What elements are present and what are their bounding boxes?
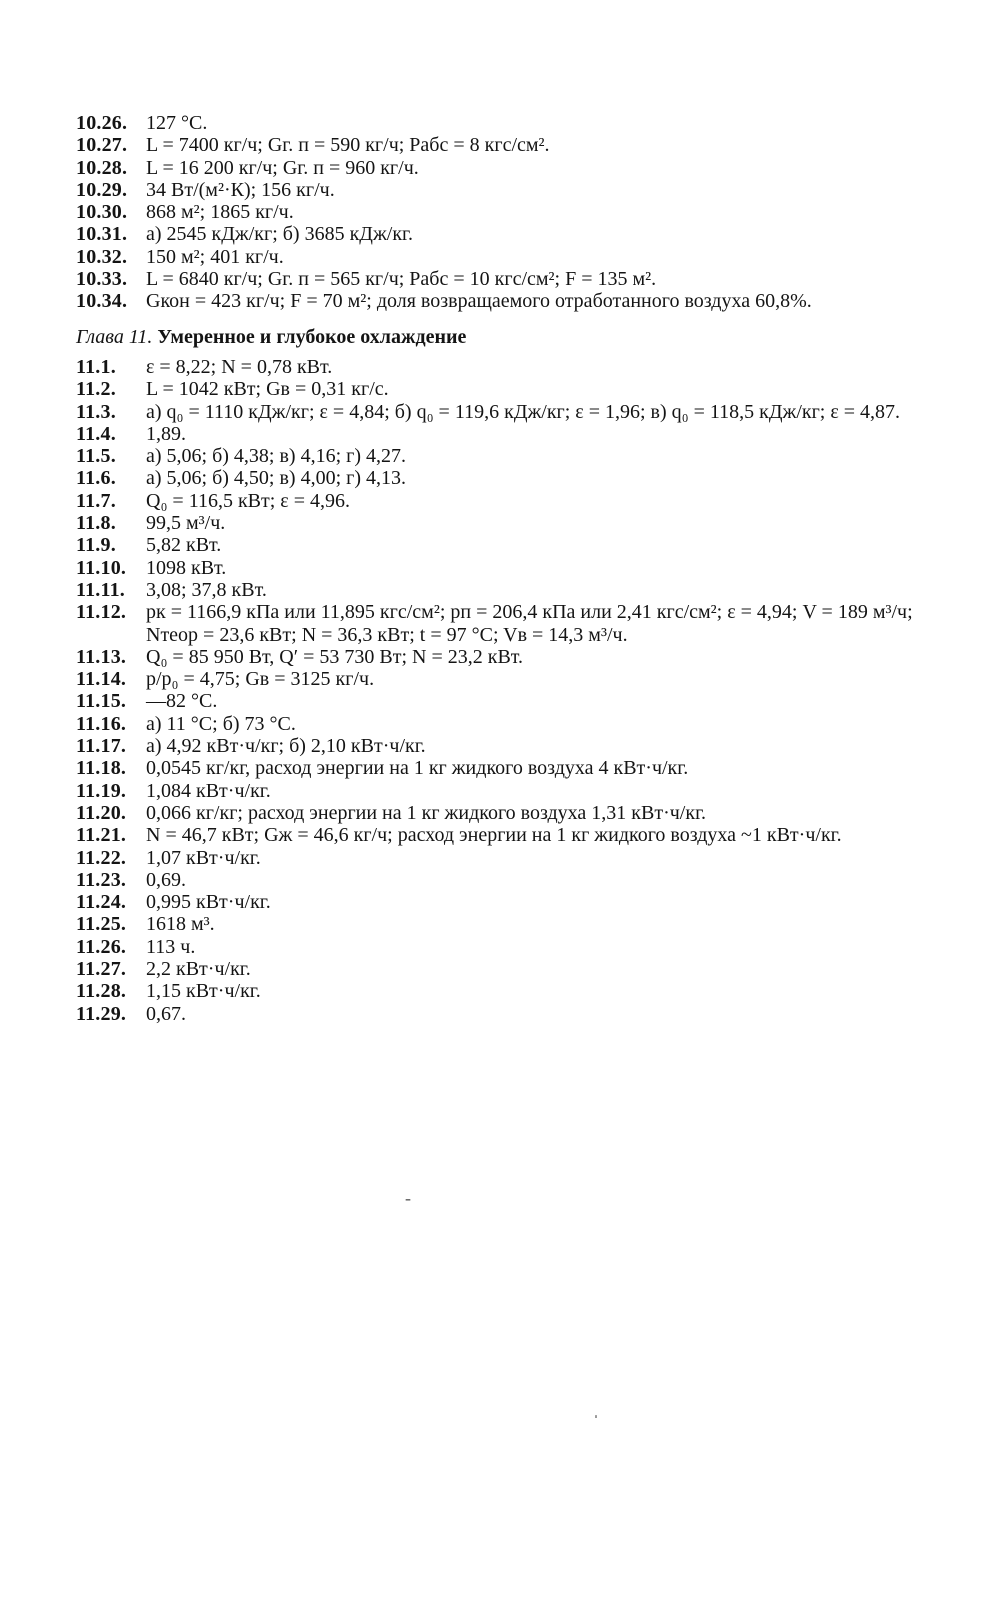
answer-entry — [76, 401, 936, 423]
answer-entry — [76, 780, 936, 802]
answer-number: 11.6. — [76, 467, 116, 490]
answer-text: 99,5 м³/ч. — [146, 512, 226, 535]
answer-entry — [76, 913, 936, 935]
answer-number: 11.16. — [76, 712, 127, 735]
chapter-title: Умеренное и глубокое охлаждение — [157, 325, 467, 348]
answer-text: а) 11 °C; б) 73 °C. — [146, 712, 296, 735]
answer-number: 11.2. — [76, 378, 116, 401]
chapter-heading — [76, 326, 936, 348]
answer-number: 11.18. — [76, 757, 127, 780]
answer-number: 11.14. — [76, 668, 127, 691]
answer-entry — [76, 802, 936, 824]
answer-number: 11.10. — [76, 556, 127, 579]
answer-text: 1098 кВт. — [146, 556, 227, 579]
answer-text: а) 2545 кДж/кг; б) 3685 кДж/кг. — [146, 223, 413, 246]
answer-number: 10.32. — [76, 245, 128, 268]
answer-entry — [76, 179, 936, 201]
answer-text: а) 4,92 кВт·ч/кг; б) 2,10 кВт·ч/кг. — [146, 735, 426, 758]
answer-entry — [76, 824, 936, 846]
answer-number: 11.7. — [76, 489, 116, 512]
answer-number: 10.30. — [76, 201, 128, 224]
answer-entry — [76, 891, 936, 913]
answer-entry — [76, 690, 936, 712]
answer-number: 10.33. — [76, 268, 128, 291]
answer-text: Gкон = 423 кг/ч; F = 70 м²; доля возвращаемого отработанного воздуха 60,8%. — [146, 290, 812, 313]
answer-number: 11.27. — [76, 957, 127, 980]
answer-entry — [76, 423, 936, 445]
answer-entry — [76, 467, 936, 489]
answer-text: 0,0545 кг/кг, расход энергии на 1 кг жидкого воздуха 4 кВт·ч/кг. — [146, 757, 689, 780]
answer-entry — [76, 268, 936, 290]
answer-number: 11.5. — [76, 445, 116, 468]
answer-number: 11.15. — [76, 690, 127, 713]
answer-number: 11.13. — [76, 645, 127, 668]
answer-text: а) 5,06; б) 4,50; в) 4,00; г) 4,13. — [146, 467, 407, 490]
answer-text: а) 5,06; б) 4,38; в) 4,16; г) 4,27. — [146, 445, 407, 468]
answer-number: 10.31. — [76, 223, 128, 246]
answer-number: 11.17. — [76, 735, 127, 758]
answer-text: L = 1042 кВт; Gв = 0,31 кг/с. — [146, 378, 389, 401]
answer-number: 11.1. — [76, 355, 116, 378]
answer-number: 10.27. — [76, 134, 128, 157]
answer-entry — [76, 378, 936, 400]
answer-number: 11.11. — [76, 578, 125, 601]
answer-number: 11.9. — [76, 534, 116, 557]
answer-entry — [76, 201, 936, 223]
answer-entry — [76, 157, 936, 179]
answer-number: 10.29. — [76, 178, 128, 201]
stray-print-mark: ˌ — [593, 1398, 599, 1418]
answer-text: 1,07 кВт·ч/кг. — [146, 846, 261, 869]
answer-text: L = 7400 кг/ч; Gг. п = 590 кг/ч; Pабс = 8 кгс/см². — [146, 134, 550, 157]
answer-entry — [76, 958, 936, 980]
answer-entry — [76, 356, 936, 378]
answer-entry — [76, 223, 936, 245]
answer-number: 11.22. — [76, 846, 127, 869]
answer-number: 10.34. — [76, 290, 128, 313]
answer-text: 0,995 кВт·ч/кг. — [146, 891, 271, 914]
answer-entry — [76, 936, 936, 958]
answer-entry — [76, 668, 936, 690]
answer-entry — [76, 1003, 936, 1025]
answer-text: 0,066 кг/кг; расход энергии на 1 кг жидкого воздуха 1,31 кВт·ч/кг. — [146, 801, 707, 824]
answer-text: 3,08; 37,8 кВт. — [146, 578, 267, 601]
answer-entry — [76, 735, 936, 757]
answer-number: 10.28. — [76, 156, 128, 179]
answer-number: 11.28. — [76, 980, 127, 1003]
answer-entry — [76, 290, 936, 312]
answers-page — [76, 112, 936, 1025]
answer-entry — [76, 112, 936, 134]
answer-entry — [76, 847, 936, 869]
answer-text: 150 м²; 401 кг/ч. — [146, 245, 284, 268]
answer-number: 11.21. — [76, 824, 127, 847]
answer-number: 11.29. — [76, 1002, 127, 1025]
answer-text: N = 46,7 кВт; Gж = 46,6 кг/ч; расход энергии на 1 кг жидкого воздуха ~1 кВт·ч/кг. — [146, 824, 842, 847]
answer-entry — [76, 246, 936, 268]
answer-entry — [76, 713, 936, 735]
chapter-label: Глава 11. — [76, 325, 153, 348]
answer-entry — [76, 757, 936, 779]
answer-text: 1,084 кВт·ч/кг. — [146, 779, 271, 802]
stray-dash-mark: - — [405, 1188, 411, 1208]
answer-text: Q₀ = 85 950 Вт, Q′ = 53 730 Вт; N = 23,2 кВт. — [146, 645, 524, 668]
answer-number: 11.23. — [76, 868, 127, 891]
answer-entry — [76, 601, 936, 646]
answer-entry — [76, 579, 936, 601]
answer-number: 11.26. — [76, 935, 127, 958]
answer-number: 11.20. — [76, 801, 127, 824]
answer-number: 11.19. — [76, 779, 127, 802]
answer-entry — [76, 445, 936, 467]
answer-entry — [76, 134, 936, 156]
answer-text: p/p₀ = 4,75; Gв = 3125 кг/ч. — [146, 668, 375, 691]
answer-entry — [76, 490, 936, 512]
answer-text: 113 ч. — [146, 935, 196, 958]
answer-text: 0,69. — [146, 868, 186, 891]
answer-text: L = 6840 кг/ч; Gг. п = 565 кг/ч; Pабс = 10 кгс/см²; F = 135 м². — [146, 268, 657, 291]
answer-number: 11.24. — [76, 891, 127, 914]
answer-number: 11.3. — [76, 400, 116, 423]
answer-text: 1,89. — [146, 422, 186, 445]
answer-number: 10.26. — [76, 112, 128, 134]
answer-text: —82 °C. — [146, 690, 218, 713]
answers-list-chapter-10 — [76, 112, 936, 313]
answer-text: 1618 м³. — [146, 913, 215, 936]
answer-number: 11.12. — [76, 601, 127, 624]
answer-text: а) q₀ = 1110 кДж/кг; ε = 4,84; б) q₀ = 119,6 кДж/кг; ε = 1,96; в) q₀ = 118,5 кДж/кг; ε = 4,87. — [146, 400, 901, 423]
answer-text: 34 Вт/(м²·К); 156 кг/ч. — [146, 178, 335, 201]
answer-entry — [76, 557, 936, 579]
answer-entry — [76, 869, 936, 891]
answer-number: 11.25. — [76, 913, 127, 936]
answer-text: ε = 8,22; N = 0,78 кВт. — [146, 355, 333, 378]
answer-text: L = 16 200 кг/ч; Gг. п = 960 кг/ч. — [146, 156, 419, 179]
answer-entry — [76, 512, 936, 534]
answer-text: 5,82 кВт. — [146, 534, 222, 557]
answer-entry — [76, 980, 936, 1002]
answer-text: 0,67. — [146, 1002, 186, 1025]
answer-entry — [76, 646, 936, 668]
answer-text: Q₀ = 116,5 кВт; ε = 4,96. — [146, 489, 350, 512]
answer-text: 127 °C. — [146, 112, 208, 134]
answer-entry — [76, 534, 936, 556]
answer-number: 11.8. — [76, 512, 116, 535]
answer-text: 868 м²; 1865 кг/ч. — [146, 201, 294, 224]
answers-list-chapter-11 — [76, 356, 936, 1025]
answer-text: 1,15 кВт·ч/кг. — [146, 980, 261, 1003]
answer-number: 11.4. — [76, 422, 116, 445]
answer-text: 2,2 кВт·ч/кг. — [146, 957, 251, 980]
answer-text: pк = 1166,9 кПа или 11,895 кгс/см²; pп = 206,4 кПа или 2,41 кгс/см²; ε = 4,94; V = 189 м³/ч; Nтеор = 23,6 кВт; N = 36,3 кВт; t = 97 °C; Vв = 14,3 м³/ч. — [146, 601, 913, 646]
